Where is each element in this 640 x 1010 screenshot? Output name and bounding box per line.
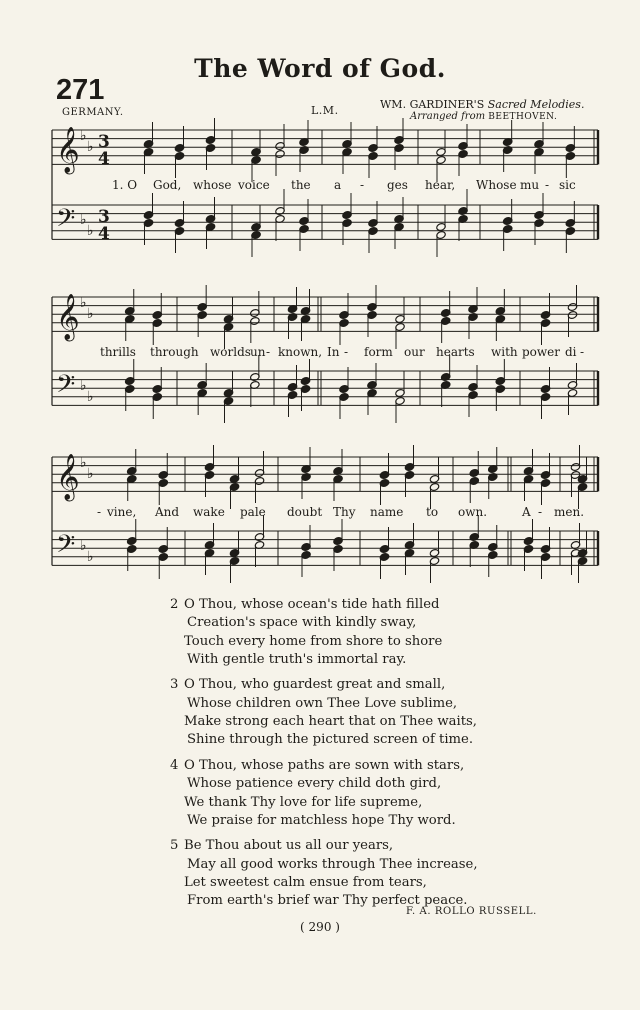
- flat-icon: ♭: [87, 466, 94, 482]
- verse-line: O Thou, whose paths are sown with stars,: [184, 757, 465, 773]
- lyric-syllable: ges: [387, 178, 408, 192]
- verse-line: Be Thou about us all our years,: [184, 838, 394, 854]
- flat-icon: ♭: [87, 549, 94, 565]
- lyric-syllable: Whose: [476, 178, 517, 192]
- lyric-syllable: with: [491, 345, 518, 359]
- verse-line: Touch every home from shore to shore: [184, 633, 443, 649]
- flat-icon: ♭: [80, 455, 87, 471]
- verse-line: We thank Thy love for life supreme,: [184, 794, 423, 810]
- flat-icon: ♭: [80, 538, 87, 554]
- time-signature-bottom: 4: [98, 224, 110, 244]
- lyric-syllable: Thy: [333, 505, 356, 519]
- lyric-syllable: 1. O: [112, 178, 138, 192]
- lyric-syllable: In: [327, 345, 340, 359]
- lyric-syllable: pale: [240, 505, 266, 519]
- verse-line: Shine through the pictured screen of time.: [187, 732, 474, 748]
- treble-clef-icon: 𝄞: [56, 294, 80, 340]
- lyric-syllable: voice: [238, 178, 270, 192]
- flat-icon: ♭: [87, 306, 94, 322]
- lyric-syllable: form: [364, 345, 393, 359]
- hymn-title: The Word of God.: [194, 54, 446, 83]
- lyric-syllable: worlds: [210, 345, 251, 359]
- verse-number: 4: [170, 757, 179, 773]
- lyric-syllable: power: [522, 345, 561, 359]
- lyric-syllable: -: [538, 505, 543, 519]
- lyric-syllable: whose: [193, 178, 232, 192]
- lyric-syllable: -: [266, 345, 271, 359]
- bass-clef-icon: 𝄢: [56, 370, 76, 405]
- lyric-syllable: through: [150, 345, 199, 359]
- arranged-prefix: Arranged from: [410, 111, 486, 122]
- flat-icon: ♭: [87, 389, 94, 405]
- verse-number: 3: [170, 677, 179, 693]
- time-signature-bottom: 4: [98, 149, 110, 169]
- flat-icon: ♭: [80, 295, 87, 311]
- lyric-syllable: God,: [153, 178, 182, 192]
- lyric-syllable: to: [426, 505, 439, 519]
- bass-clef-icon: 𝄢: [56, 530, 76, 565]
- verse-4: [170, 757, 478, 830]
- flat-icon: ♭: [80, 212, 87, 228]
- lyric-syllable: vine,: [107, 505, 137, 519]
- lyric-syllable: -: [97, 505, 102, 519]
- verse-line: May all good works through Thee increase,: [187, 856, 478, 872]
- lyric-syllable: hear,: [425, 178, 456, 192]
- lyric-syllable: men.: [554, 505, 585, 519]
- lyric-syllable: mu: [520, 178, 540, 192]
- lyric-syllable: un: [250, 345, 266, 359]
- verse-3: [170, 676, 478, 749]
- verse-line: O Thou, whose ocean's tide hath filled: [184, 597, 440, 612]
- lyric-syllable: di: [565, 345, 577, 359]
- page-number: ( 290 ): [300, 920, 340, 934]
- arranged-composer: BEETHOVEN.: [488, 112, 558, 122]
- lyric-syllable: doubt: [287, 505, 323, 519]
- treble-clef-icon: 𝄞: [56, 127, 80, 173]
- flat-icon: ♭: [87, 139, 94, 155]
- lyrics-system-1: [0, 178, 640, 194]
- lyric-syllable: our: [404, 345, 425, 359]
- hymn-number: 271: [56, 74, 105, 106]
- verse-2: [170, 596, 478, 669]
- author: F. A. ROLLO RUSSELL.: [406, 906, 537, 917]
- verse-5: [170, 837, 478, 910]
- bass-clef-icon: 𝄢: [56, 204, 76, 239]
- meter: L.M.: [311, 104, 339, 117]
- verse-line: Make strong each heart that on Thee waits,: [184, 714, 477, 730]
- source-book: Sacred Melodies.: [487, 98, 585, 111]
- lyric-syllable: a: [334, 178, 342, 192]
- time-signature-top: 3: [98, 132, 110, 152]
- flat-icon: ♭: [80, 128, 87, 144]
- treble-clef-icon: 𝄞: [56, 454, 80, 500]
- lyric-syllable: And: [155, 505, 180, 519]
- lyric-syllable: name: [370, 505, 404, 519]
- tune-name: GERMANY.: [62, 107, 124, 118]
- lyric-syllable: sic: [559, 178, 576, 192]
- lyric-syllable: A: [522, 505, 531, 519]
- lyric-syllable: -: [360, 178, 365, 192]
- lyric-syllable: -: [545, 178, 550, 192]
- verse-line: From earth's brief war Thy perfect peace.: [187, 893, 468, 909]
- verses: [170, 596, 478, 918]
- verse-line: O Thou, who guardest great and small,: [184, 677, 446, 693]
- lyric-syllable: own.: [458, 505, 488, 519]
- lyric-syllable: hearts: [436, 345, 475, 359]
- verse-line: With gentle truth's immortal ray.: [187, 651, 407, 667]
- time-signature-top: 3: [98, 207, 110, 227]
- flat-icon: ♭: [87, 223, 94, 239]
- verse-line: Whose patience every child doth gird,: [187, 776, 442, 792]
- lyric-syllable: -: [580, 345, 585, 359]
- lyric-syllable: -: [344, 345, 349, 359]
- flat-icon: ♭: [80, 378, 87, 394]
- lyrics-system-3: [0, 505, 640, 521]
- verse-number: 5: [170, 838, 179, 854]
- verse-line: We praise for matchless hope Thy word.: [187, 812, 456, 828]
- verse-number: 2: [170, 597, 179, 612]
- verse-line: Let sweetest calm ensue from tears,: [184, 875, 427, 891]
- lyric-syllable: thrills: [100, 345, 136, 359]
- lyrics-system-2: [0, 345, 640, 361]
- source-prefix: WM. GARDINER'S: [380, 98, 485, 111]
- verse-line: Creation's space with kindly sway,: [187, 615, 417, 631]
- lyric-syllable: the: [291, 178, 311, 192]
- lyric-syllable: known,: [278, 345, 323, 359]
- lyric-syllable: wake: [193, 505, 225, 519]
- verse-line: Whose children own Thee Love sublime,: [187, 695, 458, 711]
